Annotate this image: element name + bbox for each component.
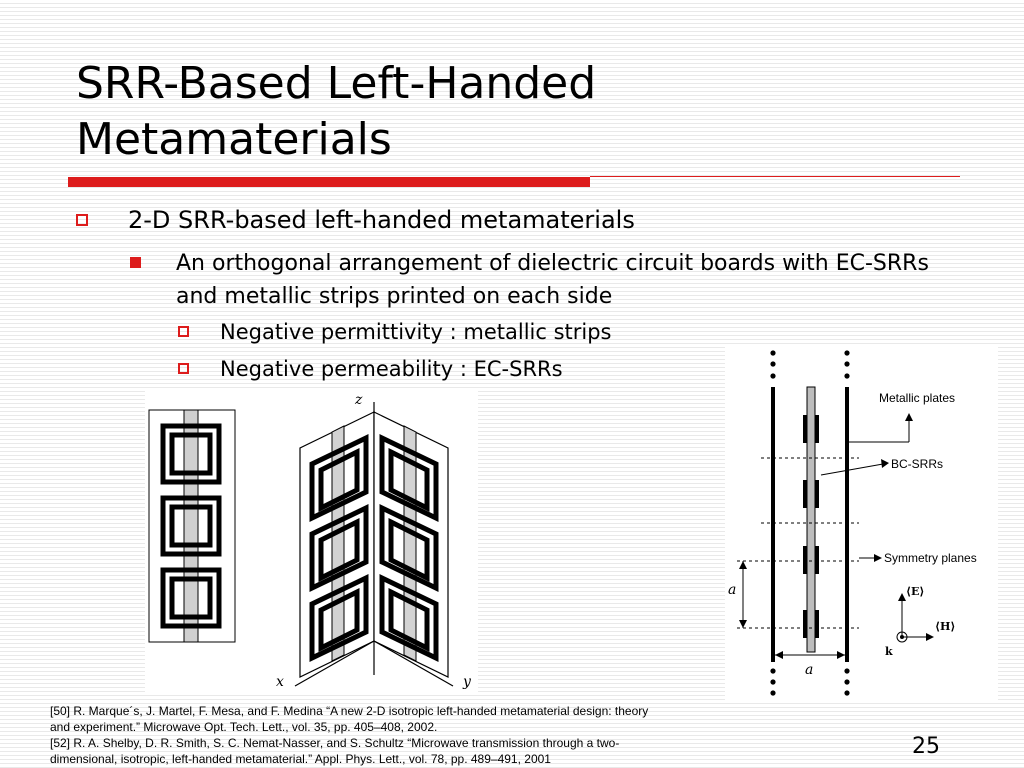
bc-srrs-label: BC-SRRs (891, 457, 944, 471)
bullet-level-1-text: 2-D SRR-based left-handed metamaterials (128, 206, 635, 234)
slide-title-line-2: Metamaterials (76, 114, 392, 165)
symmetry-plane-lines (737, 458, 859, 628)
ec-srr-board-figure (145, 390, 478, 692)
title-rule-thin (590, 176, 960, 177)
folded-board-left (300, 412, 374, 677)
ec-srr-board-drawing (145, 390, 478, 692)
arrowhead (739, 561, 747, 569)
arrowhead (775, 651, 783, 659)
hollow-square-bullet-icon (178, 326, 189, 337)
dielectric-board (807, 387, 815, 652)
bc-srr-unit-cell-drawing (725, 347, 998, 702)
arrowhead (881, 459, 889, 468)
filled-square-bullet-icon (130, 257, 141, 268)
references (50, 703, 820, 767)
bullet-level-3-text: Negative permittivity : metallic strips (220, 320, 612, 344)
slide-title (76, 56, 976, 168)
metallic-plates-label: Metallic plates (879, 391, 956, 405)
page-number: 25 (912, 734, 940, 759)
h-field-label: ⟨H⟩ (935, 620, 956, 633)
k-vector-dot (900, 635, 904, 639)
z-axis-label: z (355, 392, 363, 408)
title-rule-thick (68, 177, 590, 187)
callout-line (821, 464, 883, 475)
y-axis-label: y (463, 674, 471, 690)
arrowhead (926, 633, 934, 641)
arrowhead (905, 413, 913, 421)
dimension-vertical-label: a (728, 582, 737, 598)
bullet-level-3-text: Negative permeability : EC-SRRs (220, 357, 563, 381)
flat-board (149, 410, 235, 642)
reference-50-line-1: [50] R. Marque´s, J. Martel, F. Mesa, and F. Medina “A new 2-D isotropic left-handed metamaterial design: theory (50, 704, 649, 718)
arrowhead (874, 554, 882, 562)
reference-50-line-2: and experiment.” Microwave Opt. Tech. Lett., vol. 35, pp. 405–408, 2002. (50, 720, 438, 734)
k-vector-label: k (885, 645, 893, 658)
reference-52-line-2: dimensional, isotropic, left-handed metamaterial.” Appl. Phys. Lett., vol. 78, pp. 489–491, 2001 (50, 752, 551, 766)
bc-srr-unit-cell-figure (725, 347, 998, 702)
hollow-square-bullet-icon (76, 214, 88, 226)
slide-title-line-1: SRR-Based Left-Handed (76, 58, 597, 109)
dimension-horizontal-label: a (805, 662, 814, 678)
e-field-label: ⟨E⟩ (906, 585, 925, 598)
bullet-level-2-text: An orthogonal arrangement of dielectric circuit boards with EC-SRRs and metallic strips printed on each side (176, 251, 929, 309)
reference-52-line-1: [52] R. A. Shelby, D. R. Smith, S. C. Nemat-Nasser, and S. Schultz “Microwave transmission through a two- (50, 736, 620, 750)
x-axis-label: x (276, 674, 284, 690)
folded-board-right (374, 412, 448, 677)
symmetry-planes-label: Symmetry planes (884, 551, 977, 565)
arrowhead (739, 620, 747, 628)
hollow-square-bullet-icon (178, 363, 189, 374)
arrowhead (898, 593, 906, 601)
arrowhead (837, 651, 845, 659)
